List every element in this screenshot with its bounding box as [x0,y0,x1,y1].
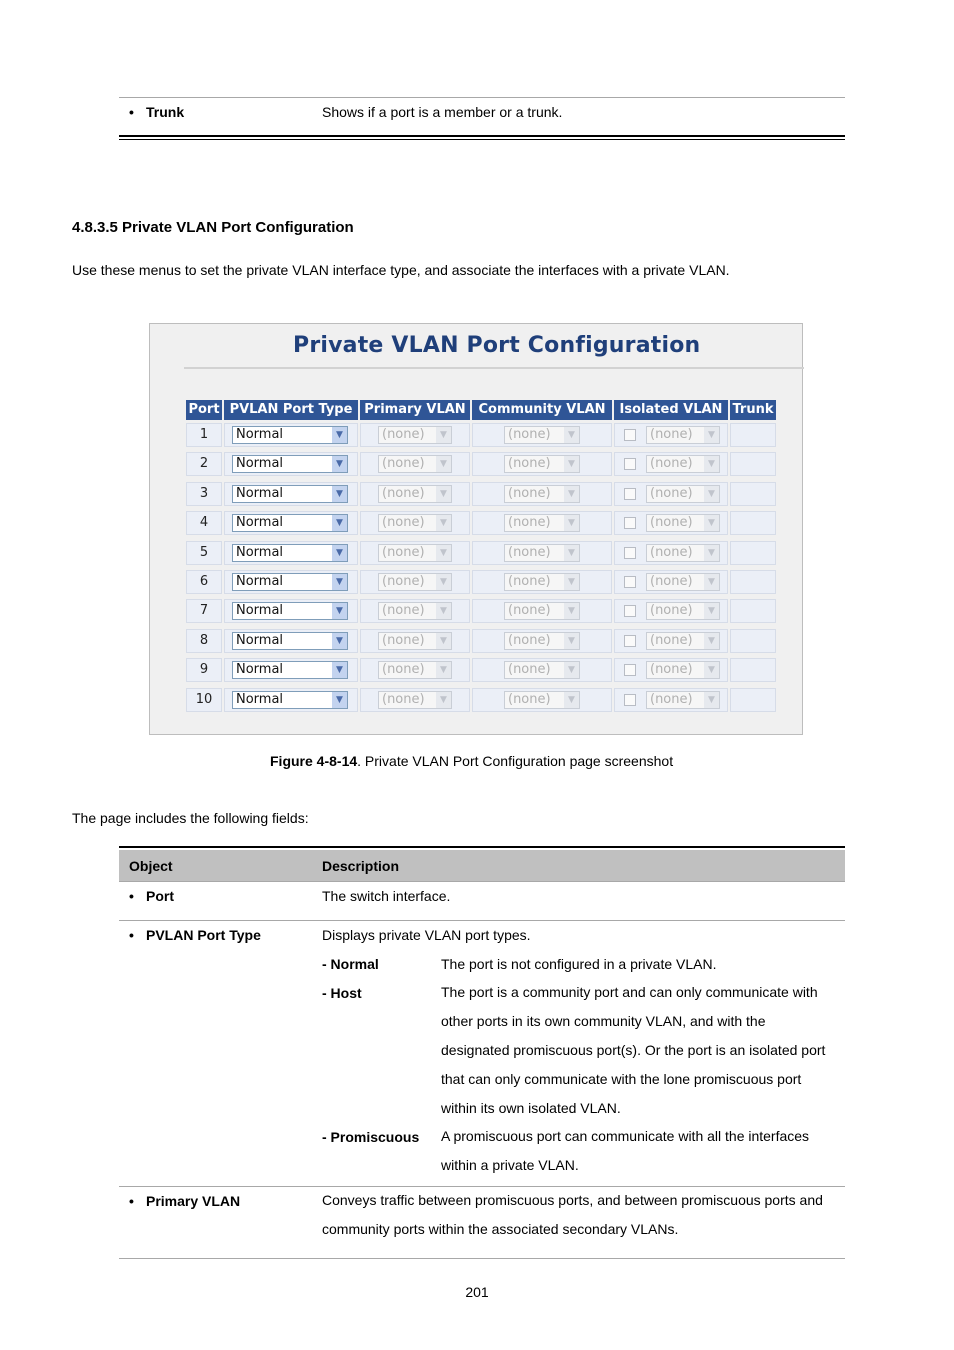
isolated-vlan-select-value: (none) [650,692,693,707]
community-vlan-select-cell [472,482,612,506]
promiscuous-line: within a private VLAN. [441,1157,579,1173]
chevron-down-icon: ▼ [436,545,451,561]
chevron-down-icon: ▼ [564,633,579,649]
trunk-cell [730,511,776,535]
pvlan-port-type-select-cell [224,570,358,594]
community-vlan-select [504,544,580,562]
pvlan-port-type-select[interactable] [232,544,348,562]
chevron-down-icon: ▼ [332,486,347,502]
chevron-down-icon: ▼ [564,456,579,472]
isolated-vlan-select [646,544,720,562]
primary-vlan-select-value: (none) [382,633,425,648]
port-number: 8 [186,629,222,653]
isolated-vlan-select-cell [614,452,728,476]
community-vlan-select-value: (none) [508,427,551,442]
community-vlan-select [504,691,580,709]
isolated-vlan-select [646,514,720,532]
primary-vlan-select-value: (none) [382,427,425,442]
isolated-vlan-select-cell [614,629,728,653]
chevron-down-icon: ▼ [332,574,347,590]
community-vlan-select [504,485,580,503]
primary-vlan-line: community ports within the associated secondary VLANs. [322,1221,679,1237]
isolated-checkbox[interactable] [624,635,636,647]
community-vlan-select [504,514,580,532]
host-line: other ports in its own community VLAN, and with the [441,1013,766,1029]
isolated-checkbox[interactable] [624,605,636,617]
primary-vlan-select-value: (none) [382,692,425,707]
primary-vlan-select [378,602,452,620]
primary-vlan-select [378,691,452,709]
community-vlan-select-value: (none) [508,486,551,501]
primary-vlan-select-value: (none) [382,456,425,471]
isolated-vlan-select [646,426,720,444]
chevron-down-icon: ▼ [332,633,347,649]
chevron-down-icon: ▼ [436,486,451,502]
page-number: 201 [465,1284,489,1300]
promiscuous-label: - Promiscuous [322,1129,420,1145]
chevron-down-icon: ▼ [436,574,451,590]
pvlan-port-type-select[interactable] [232,602,348,620]
isolated-checkbox[interactable] [624,547,636,559]
primary-vlan-select-value: (none) [382,662,425,677]
isolated-vlan-select [646,455,720,473]
host-line: designated promiscuous port(s). Or the port is an isolated port [441,1042,826,1058]
col-header-port: Port [186,400,222,420]
pvlan-port-type-select-cell [224,629,358,653]
pvlan-port-type-select-cell [224,423,358,447]
community-vlan-select [504,661,580,679]
primary-vlan-select [378,632,452,650]
primary-vlan-select-cell [360,688,470,712]
chevron-down-icon: ▼ [436,427,451,443]
primary-vlan-select [378,455,452,473]
header-description: Description [322,858,400,874]
col-header-community-vlan: Community VLAN [472,400,612,420]
community-vlan-select-value: (none) [508,662,551,677]
primary-vlan-object: • Primary VLAN [146,1193,240,1209]
col-header-pvlan-type: PVLAN Port Type [224,400,358,420]
row-rule [119,881,845,882]
pvlan-port-type-select-cell [224,541,358,565]
isolated-vlan-select [646,661,720,679]
isolated-vlan-select-cell [614,482,728,506]
port-number: 5 [186,541,222,565]
primary-vlan-select-value: (none) [382,545,425,560]
community-vlan-select-cell [472,599,612,623]
trunk-cell [730,629,776,653]
primary-vlan-select-cell [360,541,470,565]
isolated-vlan-select-cell [614,688,728,712]
isolated-checkbox[interactable] [624,576,636,588]
row-rule [119,1258,845,1259]
chevron-down-icon: ▼ [704,486,719,502]
col-header-trunk: Trunk [730,400,776,420]
port-description: The switch interface. [322,888,451,904]
community-vlan-select-cell [472,688,612,712]
isolated-checkbox[interactable] [624,517,636,529]
trunk-object: • Trunk [146,104,184,120]
chevron-down-icon: ▼ [436,633,451,649]
isolated-checkbox[interactable] [624,458,636,470]
community-vlan-select-cell [472,658,612,682]
isolated-vlan-select [646,691,720,709]
chevron-down-icon: ▼ [704,456,719,472]
figure-label: Figure 4-8-14 [270,753,358,769]
pvlan-port-type-select-cell [224,658,358,682]
pvlan-port-type-select[interactable] [232,514,348,532]
isolated-checkbox[interactable] [624,664,636,676]
isolated-vlan-select [646,632,720,650]
trunk-cell [730,452,776,476]
primary-vlan-description [322,1186,823,1244]
isolated-vlan-select [646,602,720,620]
chevron-down-icon: ▼ [564,692,579,708]
primary-vlan-select [378,661,452,679]
pvlan-port-type-select-value: Normal [236,456,284,471]
host-text [441,978,825,1123]
screenshot-title: Private VLAN Port Configuration [293,333,701,358]
primary-vlan-select-cell [360,452,470,476]
isolated-vlan-select-value: (none) [650,427,693,442]
isolated-checkbox[interactable] [624,488,636,500]
pvlan-port-type-select[interactable] [232,661,348,679]
community-vlan-select [504,602,580,620]
primary-vlan-select-cell [360,658,470,682]
community-vlan-select-value: (none) [508,515,551,530]
isolated-vlan-select-value: (none) [650,603,693,618]
pvlan-port-type-select[interactable] [232,485,348,503]
pvlan-port-type-select-value: Normal [236,486,284,501]
intro-paragraph: Use these menus to set the private VLAN interface type, and associate the interfaces with a private VLAN. [72,262,730,278]
host-line: that can only communicate with the lone promiscuous port [441,1071,802,1087]
primary-vlan-select-value: (none) [382,603,425,618]
pvlan-port-type-select-cell [224,599,358,623]
pvlan-port-type-select[interactable] [232,691,348,709]
isolated-vlan-select-value: (none) [650,633,693,648]
primary-vlan-select-cell [360,482,470,506]
trunk-cell [730,423,776,447]
fields-table-top-rule [119,846,845,848]
chevron-down-icon: ▼ [332,692,347,708]
pvlan-port-type-select-cell [224,511,358,535]
community-vlan-select-value: (none) [508,692,551,707]
community-vlan-select-value: (none) [508,574,551,589]
isolated-vlan-select-value: (none) [650,456,693,471]
primary-vlan-select-cell [360,511,470,535]
primary-vlan-select-cell [360,423,470,447]
pvlan-port-type-select[interactable] [232,455,348,473]
pvlan-port-type-select-value: Normal [236,427,284,442]
table-bottom-rule [119,135,845,137]
community-vlan-select-cell [472,511,612,535]
chevron-down-icon: ▼ [564,427,579,443]
isolated-vlan-select-cell [614,658,728,682]
primary-vlan-select [378,573,452,591]
trunk-cell [730,599,776,623]
col-header-isolated-vlan: Isolated VLAN [614,400,728,420]
promiscuous-text [441,1122,809,1180]
chevron-down-icon: ▼ [704,574,719,590]
primary-vlan-select [378,514,452,532]
isolated-vlan-select-cell [614,599,728,623]
figure-caption-text: . Private VLAN Port Configuration page screenshot [357,753,674,769]
port-number: 2 [186,452,222,476]
community-vlan-select [504,426,580,444]
port-number: 4 [186,511,222,535]
chevron-down-icon: ▼ [704,515,719,531]
chevron-down-icon: ▼ [564,603,579,619]
pvlan-port-type-select-cell [224,452,358,476]
primary-vlan-select-cell [360,629,470,653]
pvlan-port-type-select-value: Normal [236,692,284,707]
header-object: Object [129,858,173,874]
community-vlan-select-cell [472,423,612,447]
community-vlan-select-cell [472,541,612,565]
isolated-vlan-select-cell [614,570,728,594]
port-number: 7 [186,599,222,623]
primary-vlan-select [378,544,452,562]
primary-vlan-select-cell [360,570,470,594]
fields-intro: The page includes the following fields: [72,810,309,826]
community-vlan-select-cell [472,452,612,476]
isolated-vlan-select-value: (none) [650,486,693,501]
chevron-down-icon: ▼ [332,545,347,561]
trunk-cell [730,482,776,506]
pvlan-port-type-select[interactable] [232,426,348,444]
community-vlan-select-cell [472,629,612,653]
pvlan-port-type-select-value: Normal [236,633,284,648]
port-number: 9 [186,658,222,682]
port-number: 3 [186,482,222,506]
figure-caption [270,753,673,769]
trunk-cell [730,658,776,682]
chevron-down-icon: ▼ [704,662,719,678]
chevron-down-icon: ▼ [564,662,579,678]
pvlan-port-type-select-cell [224,688,358,712]
port-number: 6 [186,570,222,594]
promiscuous-line: A promiscuous port can communicate with all the interfaces [441,1128,810,1144]
chevron-down-icon: ▼ [436,603,451,619]
port-number: 1 [186,423,222,447]
primary-vlan-select [378,426,452,444]
section-heading: 4.8.3.5 Private VLAN Port Configuration [72,219,354,236]
top-rule [119,97,845,98]
pvlan-port-type-select[interactable] [232,632,348,650]
host-line: The port is a community port and can only communicate with [441,984,818,1000]
normal-label: - Normal [322,956,379,972]
port-number: 10 [186,688,222,712]
isolated-vlan-select-value: (none) [650,574,693,589]
isolated-vlan-select-value: (none) [650,545,693,560]
chevron-down-icon: ▼ [436,515,451,531]
pvlan-description: Displays private VLAN port types. [322,927,531,943]
table-bottom-rule-2 [119,139,845,140]
chevron-down-icon: ▼ [332,662,347,678]
community-vlan-select-value: (none) [508,633,551,648]
pvlan-port-type-select-value: Normal [236,574,284,589]
isolated-vlan-select-cell [614,423,728,447]
community-vlan-select-value: (none) [508,545,551,560]
community-vlan-select [504,632,580,650]
chevron-down-icon: ▼ [564,574,579,590]
chevron-down-icon: ▼ [704,427,719,443]
chevron-down-icon: ▼ [564,515,579,531]
pvlan-port-type-select-value: Normal [236,545,284,560]
screenshot-title-rule [184,367,804,369]
isolated-checkbox[interactable] [624,429,636,441]
chevron-down-icon: ▼ [704,603,719,619]
isolated-vlan-select [646,573,720,591]
host-line: within its own isolated VLAN. [441,1100,621,1116]
chevron-down-icon: ▼ [564,486,579,502]
pvlan-port-type-select-value: Normal [236,603,284,618]
chevron-down-icon: ▼ [436,692,451,708]
trunk-cell [730,688,776,712]
chevron-down-icon: ▼ [436,456,451,472]
row-rule [119,920,845,921]
chevron-down-icon: ▼ [704,633,719,649]
chevron-down-icon: ▼ [704,545,719,561]
primary-vlan-select-value: (none) [382,574,425,589]
host-label: - Host [322,985,362,1001]
chevron-down-icon: ▼ [332,427,347,443]
chevron-down-icon: ▼ [332,515,347,531]
pvlan-object: • PVLAN Port Type [146,927,261,943]
isolated-vlan-select-cell [614,511,728,535]
trunk-cell [730,541,776,565]
pvlan-port-type-select-value: Normal [236,662,284,677]
port-object: • Port [146,888,174,904]
isolated-vlan-select-value: (none) [650,515,693,530]
community-vlan-select [504,455,580,473]
community-vlan-select-value: (none) [508,603,551,618]
primary-vlan-select-cell [360,599,470,623]
community-vlan-select-cell [472,570,612,594]
normal-text: The port is not configured in a private VLAN. [441,956,717,972]
pvlan-port-type-select[interactable] [232,573,348,591]
primary-vlan-select-value: (none) [382,486,425,501]
isolated-vlan-select [646,485,720,503]
isolated-vlan-select-cell [614,541,728,565]
community-vlan-select-value: (none) [508,456,551,471]
chevron-down-icon: ▼ [564,545,579,561]
primary-vlan-select [378,485,452,503]
chevron-down-icon: ▼ [332,456,347,472]
pvlan-port-type-select-cell [224,482,358,506]
trunk-cell [730,570,776,594]
pvlan-port-type-select-value: Normal [236,515,284,530]
community-vlan-select [504,573,580,591]
isolated-vlan-select-value: (none) [650,662,693,677]
primary-vlan-select-value: (none) [382,515,425,530]
chevron-down-icon: ▼ [704,692,719,708]
isolated-checkbox[interactable] [624,694,636,706]
primary-vlan-line: Conveys traffic between promiscuous ports, and between promiscuous ports and [322,1192,823,1208]
fields-table-header [119,850,845,881]
screenshot-panel [149,323,803,735]
col-header-primary-vlan: Primary VLAN [360,400,470,420]
chevron-down-icon: ▼ [332,603,347,619]
chevron-down-icon: ▼ [436,662,451,678]
trunk-description: Shows if a port is a member or a trunk. [322,104,563,120]
